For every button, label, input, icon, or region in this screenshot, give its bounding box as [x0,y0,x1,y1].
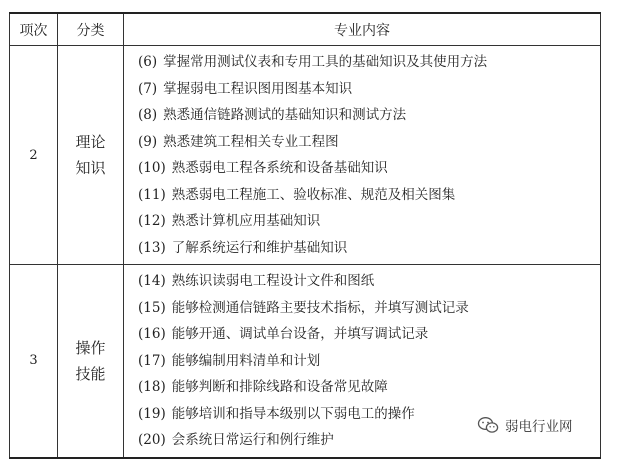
list-item: (13) 了解系统运行和维护基础知识 [138,239,348,256]
list-item: (15) 能够检测通信链路主要技术指标，并填写测试记录 [138,299,469,316]
header-index: 项次 [10,13,58,46]
section-index: 2 [10,46,58,265]
list-item: (8) 熟悉通信链路测试的基础知识和测试方法 [138,107,407,123]
list-item: (16) 能够开通、调试单台设备，并填写调试记录 [138,326,429,342]
list-item: (19) 能够培训和指导本级别以下弱电工的操作 [138,405,415,422]
list-item: (6) 掌握常用测试仪表和专用工具的基础知识及其使用方法 [138,54,488,70]
category-line: 操作 [75,338,106,357]
list-item: (17) 能够编制用料清单和计划 [138,352,321,369]
header-row [10,13,601,46]
list-item: (18) 能够判断和排除线路和设备常见故障 [138,379,388,395]
list-item: (14) 熟练识读弱电工程设计文件和图纸 [138,273,375,289]
section-category [58,46,124,265]
list-item: (11) 熟悉弱电工程施工、验收标准、规范及相关图集 [138,186,456,203]
header-content: 专业内容 [124,13,601,46]
list-item: (9) 熟悉建筑工程相关专业工程图 [138,133,339,150]
list-item: (12) 熟悉计算机应用基础知识 [138,213,321,229]
header-category: 分类 [58,13,124,46]
section-row-theory [10,46,601,265]
section-index: 3 [10,265,58,458]
category-line: 知识 [75,159,106,177]
list-item: (7) 掌握弱电工程识图用图基本知识 [138,80,353,97]
list-item: (10) 熟悉弱电工程各系统和设备基础知识 [138,160,388,176]
curriculum-table [9,12,601,459]
wechat-icon [477,416,499,434]
list-item: (20) 会系统日常运行和例行维护 [138,432,334,448]
section-items [124,46,601,265]
category-line: 理论 [75,133,106,151]
watermark [477,414,573,436]
section-category [58,265,124,458]
category-line: 技能 [75,364,106,383]
watermark-text: 弱电行业网 [505,419,573,435]
